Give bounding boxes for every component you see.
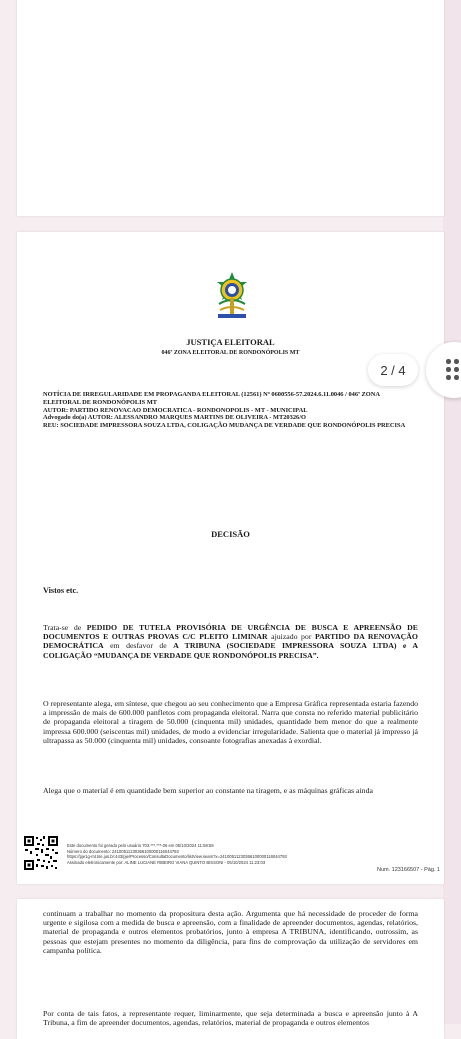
decision-title: DECISÃO [211, 529, 250, 539]
sig-doc-number: Número do documento: 24100511230366100000116044793 [67, 848, 179, 854]
process-defendant: REU: SOCIEDADE IMPRESSORA SOUZA LTDA, COLIGAÇÃO MUDANÇA DE VERDADE QUE RONDONÓPOLIS PRECISA [43, 422, 406, 430]
document-page-1 [17, 0, 444, 216]
coat-of-arms-icon [210, 268, 254, 324]
p1-author: PARTIDO DA RENOVAÇÃO DEMOCRÁTICA [43, 632, 418, 651]
signature-block [67, 843, 367, 865]
qr-code-icon [23, 835, 59, 871]
p1-text-a: Trata-se de [43, 623, 87, 632]
sig-url[interactable]: https://pje1g-mt.tse.jus.br:443/pje/Processo/ConsultaDocumento/listView.seam?x=24100511230366100000116044793 [67, 854, 287, 859]
court-title: JUSTIÇA ELEITORAL [186, 337, 275, 347]
p1-request: PEDIDO DE TUTELA PROVISÓRIA DE URGÊNCIA DE BUSCA E APREENSÃO DE DOCUMENTOS E OUTRAS PROVAS C/C PLEITO LIMINAR [43, 623, 418, 642]
page-indicator: 2 / 4 [368, 354, 418, 386]
drag-handle-icon [446, 359, 461, 381]
process-number: NOTÍCIA DE IRREGULARIDADE EM PROPAGANDA ELEITORAL (12561) Nº 0600556-57.2024.6.11.0046 / 046ª ZONA ELEITORAL DE RONDONÓPOLIS MT [43, 391, 380, 406]
p1-text-c: ajuizado por [267, 632, 315, 642]
court-zone: 046ª ZONA ELEITORAL DE RONDONÓPOLIS MT [161, 350, 300, 356]
document-page-3 [17, 899, 444, 1039]
sig-signed-by: Assinado eletronicamente por: ALINE LUCIANE RIBEIRO VIANA QUINTO BISSONI - 05/10/2024 11:23:03 [67, 859, 266, 865]
p1-defendants: A TRIBUNA (SOCIEDADE IMPRESSORA SOUZA LTDA) e A COLIGAÇÃO “MUDANÇA DE VERDADE QUE RONDONÓPOLIS PRECISA”. [43, 641, 418, 660]
process-info [43, 391, 418, 430]
sig-generated: Este documento foi gerado pelo usuário 703.***.***-06 em 05/10/2024 11:58:59 [67, 843, 214, 848]
vistos-text: Vistos etc. [43, 586, 79, 595]
scroll-rail [443, 0, 461, 1024]
paragraph-1 [43, 623, 418, 660]
paragraph-2: O representante alega, em síntese, que chegou ao seu conhecimento que a Empresa Gráfica representada estaria fazendo a impressão de mais de 600.000 panfletos com propaganda eleitoral. Narra que consta no referido material publicitário de propaganda eleitoral a tiragem de 50.000 (cinquenta mil) unidades, quantidade bem menor do que a realmente impressa 600.000 (seiscentas mil) unidades, de modo a evidenciar irregularidade. Salienta que o material já impresso já ultrapassa as 50.000 (cinquenta mil) unidades, consoante fotografias anexadas à exordial. [43, 699, 418, 745]
p1-text-e: em desfavor de [103, 641, 174, 651]
paragraph-3: Alega que o material é em quantidade bem superior ao constante na tiragem, e as máquinas gráficas ainda [43, 786, 373, 795]
document-page-2 [17, 232, 444, 884]
process-lawyer: Advogado do(a) AUTOR: ALESSANDRO MARQUES MARTINS DE OLIVEIRA - MT20326/O [43, 414, 306, 422]
process-author: AUTOR: PARTIDO RENOVACAO DEMOCRATICA - RONDONOPOLIS - MT - MUNICIPAL [43, 406, 308, 414]
paragraph-4: continuam a trabalhar no momento da propositura desta ação. Argumenta que há necessidade de proceder de forma urgente e sigilosa com a medida de busca e apreensão, com a finalidade de apreender documentos, agendas, relatórios, material de propaganda e outros elementos probatórios, junto à empresa A TRIBUNA, identificando, outrossim, as pessoas que estejam presentes no momento da diligência, para fins de comprovação da utilização de servidores em campanha política. [43, 909, 418, 955]
paragraph-5: Por conta de tais fatos, a representante requer, liminarmente, que seja determinada a busca e apreensão junto à A Tribuna, a fim de apreender documentos, agendas, relatórios, material de propaganda e outros elementos [43, 1009, 418, 1028]
page-number: Num. 123166507 - Pág. 1 [377, 867, 440, 873]
